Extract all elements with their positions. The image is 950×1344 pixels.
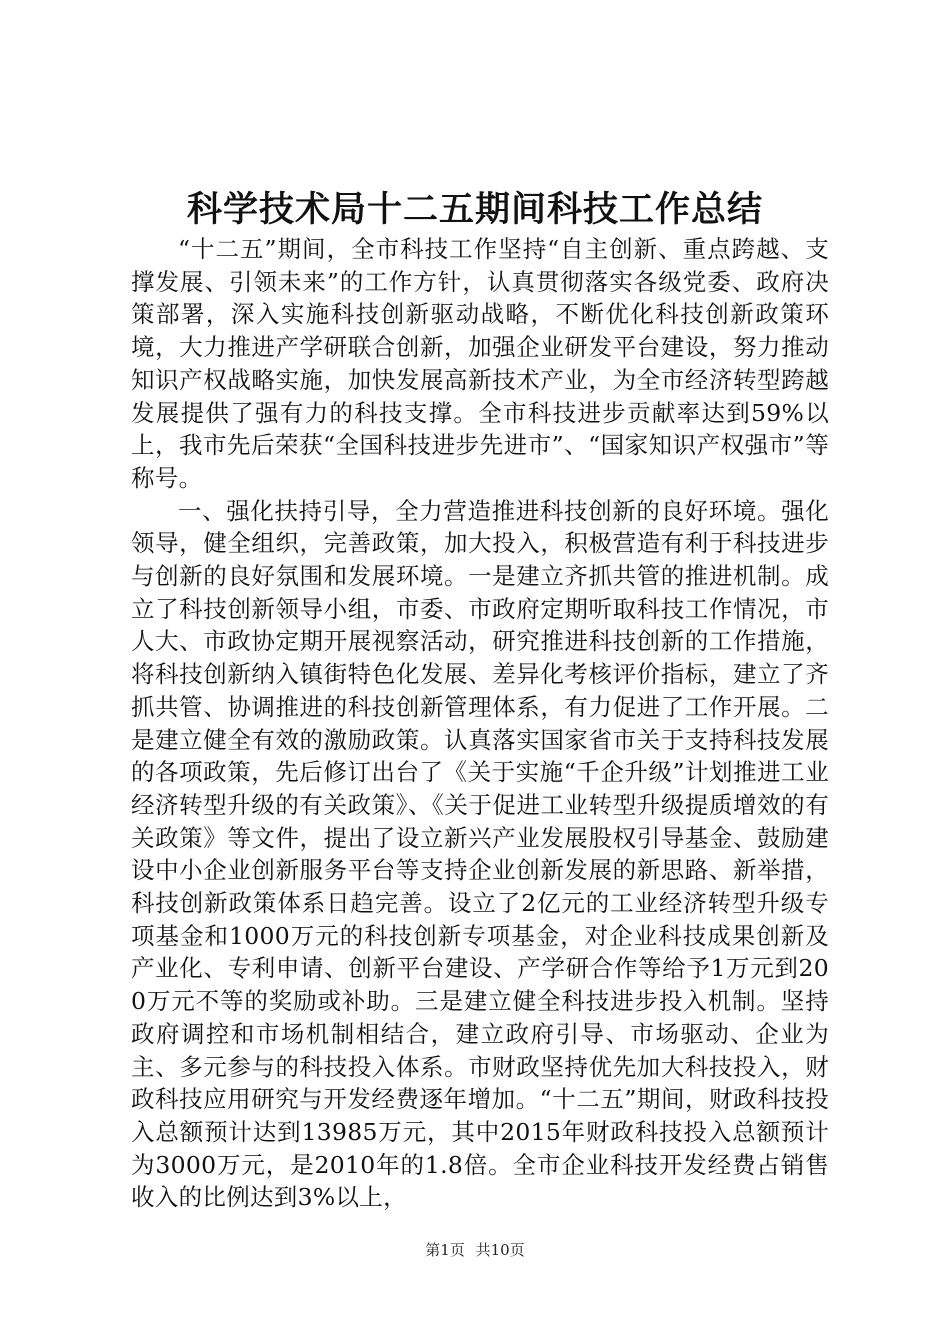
paragraph-intro: “十二五”期间，全市科技工作坚持“自主创新、重点跨越、支撑发展、引领未来”的工作方针，认真贯彻落实各级党委、政府决策部署，深入实施科技创新驱动战略，不断优化科技创新政策环境，大力推进产学研联合创新，加强企业研发平台建设，努力推动知识产权战略实施，加快发展高新技术产业，为全市经济转型跨越发展提供了强有力的科技支撑。全市科技进步贡献率达到59%以上，我市先后荣获“全国科技进步先进市”、“国家知识产权强市”等称号。 — [131, 235, 829, 492]
page-footer — [0, 1239, 950, 1261]
page-total: 共10页 — [475, 1241, 525, 1259]
page-number: 第1页 — [425, 1241, 465, 1259]
document-title: 科学技术局十二五期间科技工作总结 — [186, 189, 763, 230]
paragraph-section-one: 一、强化扶持引导，全力营造推进科技创新的良好环境。强化领导，健全组织，完善政策，加大投入，积极营造有利于科技进步与创新的良好氛围和发展环境。一是建立齐抓共管的推进机制。成立了科技创新领导小组，市委、市政府定期听取科技工作情况，市人大、市政协定期开展视察活动，研究推进科技创新的工作措施，将科技创新纳入镇街特色化发展、差异化考核评价指标，建立了齐抓共管、协调推进的科技创新管理体系，有力促进了工作开展。二是建立健全有效的激励政策。认真落实国家省市关于支持科技发展的各项政策，先后修订出台了《关于实施“千企升级”计划推进工业经济转型升级的有关政策》、《关于促进工业转型升级提质增效的有关政策》等文件，提出了设立新兴产业发展股权引导基金、鼓励建设中小企业创新服务平台等支持企业创新发展的新思路、新举措，科技创新政策体系日趋完善。设立了2亿元的工业经济转型升级专项基金和1000万元的科技创新专项基金，对企业科技成果创新及产业化、专利申请、创新平台建设、产学研合作等给予1万元到200万元不等的奖励或补助。三是建立健全科技进步投入机制。坚持政府调控和市场机制相结合，建立政府引导、市场驱动、企业为主、多元参与的科技投入体系。市财政坚持优先加大科技投入，财政科技应用研究与开发经费逐年增加。“十二五”期间，财政科技投入总额预计达到13985万元，其中2015年财政科技投入总额预计为3000万元，是2010年的1.8倍。全市企业科技开发经费占销售收入的比例达到3%以上， — [131, 496, 829, 1212]
document-body — [131, 233, 829, 1214]
